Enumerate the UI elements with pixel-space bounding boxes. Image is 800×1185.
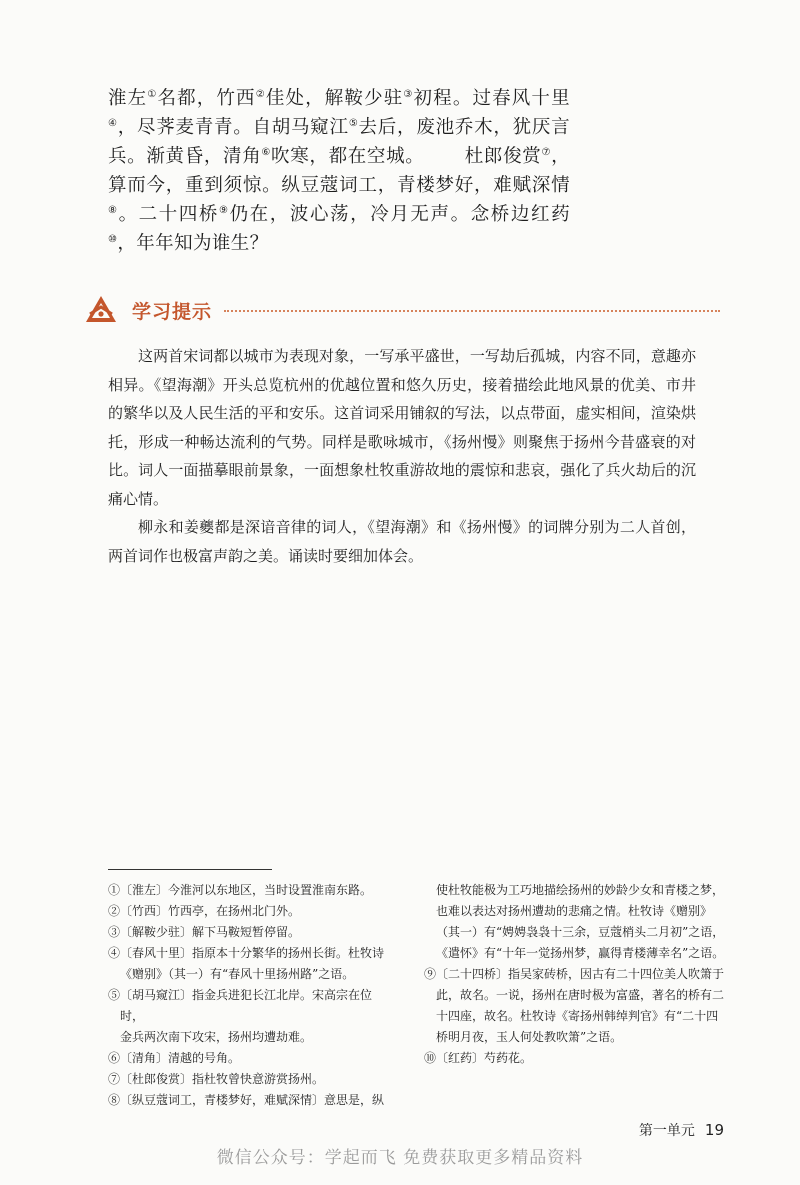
unit-label: 第一单元 — [638, 1123, 695, 1139]
dotted-divider — [224, 310, 720, 312]
footnotes-left-column — [108, 880, 386, 1111]
page-number: 19 — [704, 1121, 724, 1139]
footnote-marker-6[interactable]: ⑥ — [261, 146, 272, 158]
footnote-8: ⑧〔纵豆蔻词工，青楼梦好，难赋深情〕意思是，纵 — [108, 1093, 385, 1107]
footnote-4: ④〔春风十里〕指原本十分繁华的扬州长街。杜牧诗 — [108, 946, 385, 960]
footnote-marker-2[interactable]: ② — [255, 88, 266, 100]
footnote-4-continued: 《赠别》（其一）有“春风十里扬州路”之语。 — [120, 967, 355, 981]
poem-segment: ，算而今，重到须惊。纵豆蔻词工，青楼梦好，难赋深情 — [108, 146, 570, 196]
poem-segment: 。二十四桥 — [118, 204, 220, 225]
footnotes-right-column — [424, 880, 726, 1069]
footnote-marker-10[interactable]: ⑩ — [108, 233, 118, 245]
footnote-marker-4[interactable]: ④ — [108, 117, 118, 129]
footnote-6: ⑥〔清角〕清越的号角。 — [108, 1051, 241, 1065]
footnote-marker-3[interactable]: ③ — [403, 88, 414, 100]
learning-tips-icon — [84, 294, 118, 324]
poem-segment: ，尽荠麦青青。自胡马窥江 — [117, 117, 349, 138]
footnote-3: ③〔解鞍少驻〕解下马鞍短暂停留。 — [108, 925, 301, 939]
poem-segment: ，年年知为谁生？ — [117, 233, 269, 254]
page-footer — [639, 1120, 724, 1140]
footnote-10: ⑩〔红药〕芍药花。 — [424, 1051, 533, 1065]
tips-paragraph-2: 柳永和姜夔都是深谙音律的词人，《望海潮》和《扬州慢》的词牌分别为二人首创，两首词作也极富声韵之美。诵读时要细加体会。 — [108, 518, 696, 565]
footnote-1: ①〔淮左〕今淮河以东地区，当时设置淮南东路。 — [108, 883, 373, 897]
poem-segment: 仍在，波心荡，冷月无声。念桥边红药 — [229, 204, 570, 225]
footnote-marker-5[interactable]: ⑤ — [348, 117, 359, 129]
footnote-rule — [108, 869, 272, 870]
footnote-2: ②〔竹西〕竹西亭，在扬州北门外。 — [108, 904, 301, 918]
footnote-5: ⑤〔胡马窥江〕指金兵进犯长江北岸。宋高宗在位时， — [108, 988, 373, 1023]
poem-segment: 吹寒，都在空城。 — [271, 146, 425, 167]
poem-text — [108, 84, 570, 258]
footnote-marker-1[interactable]: ① — [147, 88, 158, 100]
poem-segment: 初程。过春风十里 — [413, 88, 570, 109]
tips-paragraph-1: 这两首宋词都以城市为表现对象，一写承平盛世，一写劫后孤城，内容不同，意趣亦相异。《望海潮》开头总览杭州的优越位置和悠久历史，接着描绘此地风景的优美、市井的繁华以及人民生活的平和安乐。这首词采用铺叙的写法，以点带面，虚实相间，渲染烘托，形成一种畅达流利的气势。同样是歌咏城市，《扬州慢》则聚焦于扬州今昔盛衰的对比。词人一面描摹眼前景象，一面想象杜牧重游故地的震惊和悲哀，强化了兵火劫后的沉痛心情。 — [108, 347, 696, 508]
footnote-marker-8[interactable]: ⑧ — [108, 204, 119, 216]
learning-tips-header — [84, 290, 720, 330]
footnote-9: ⑨〔二十四桥〕指吴家砖桥，因古有二十四位美人吹箫于此，故名。一说，扬州在唐时极为富盛，著名的桥有二十四座，故名。杜牧诗《寄扬州韩绰判官》有“二十四桥明月夜，玉人何处教吹箫”之语。 — [424, 967, 725, 1044]
footnote-marker-7[interactable]: ⑦ — [541, 146, 552, 158]
learning-tips-title: 学习提示 — [132, 301, 213, 323]
poem-segment: 名都，竹西 — [157, 88, 256, 109]
footnote-marker-9[interactable]: ⑨ — [219, 204, 230, 216]
poem-segment: 杜郎俊赏 — [464, 146, 542, 167]
poem-segment: 淮左 — [108, 88, 148, 109]
footnote-5-continued: 金兵两次南下攻宋，扬州均遭劫难。 — [120, 1030, 313, 1044]
poem-segment: 去后，废池乔木，犹厌言兵。渐黄昏，清角 — [108, 117, 571, 167]
footnote-8-continued: 使杜牧能极为工巧地描绘扬州的妙龄少女和青楼之梦，也难以表达对扬州遭劫的悲痛之情。杜牧诗《赠别》（其一）有“娉娉袅袅十三余，豆蔻梢头二月初”之语，《遣怀》有“十年一觉扬州梦，赢得青楼薄幸名”之语。 — [436, 883, 725, 960]
poem-segment: 佳处，解鞍少驻 — [265, 88, 404, 109]
watermark-text: 微信公众号：学起而飞 免费获取更多精品资料 — [216, 1148, 584, 1168]
footnote-7: ⑦〔杜郎俊赏〕指杜牧曾快意游赏扬州。 — [108, 1072, 325, 1086]
learning-tips-body — [108, 342, 696, 570]
